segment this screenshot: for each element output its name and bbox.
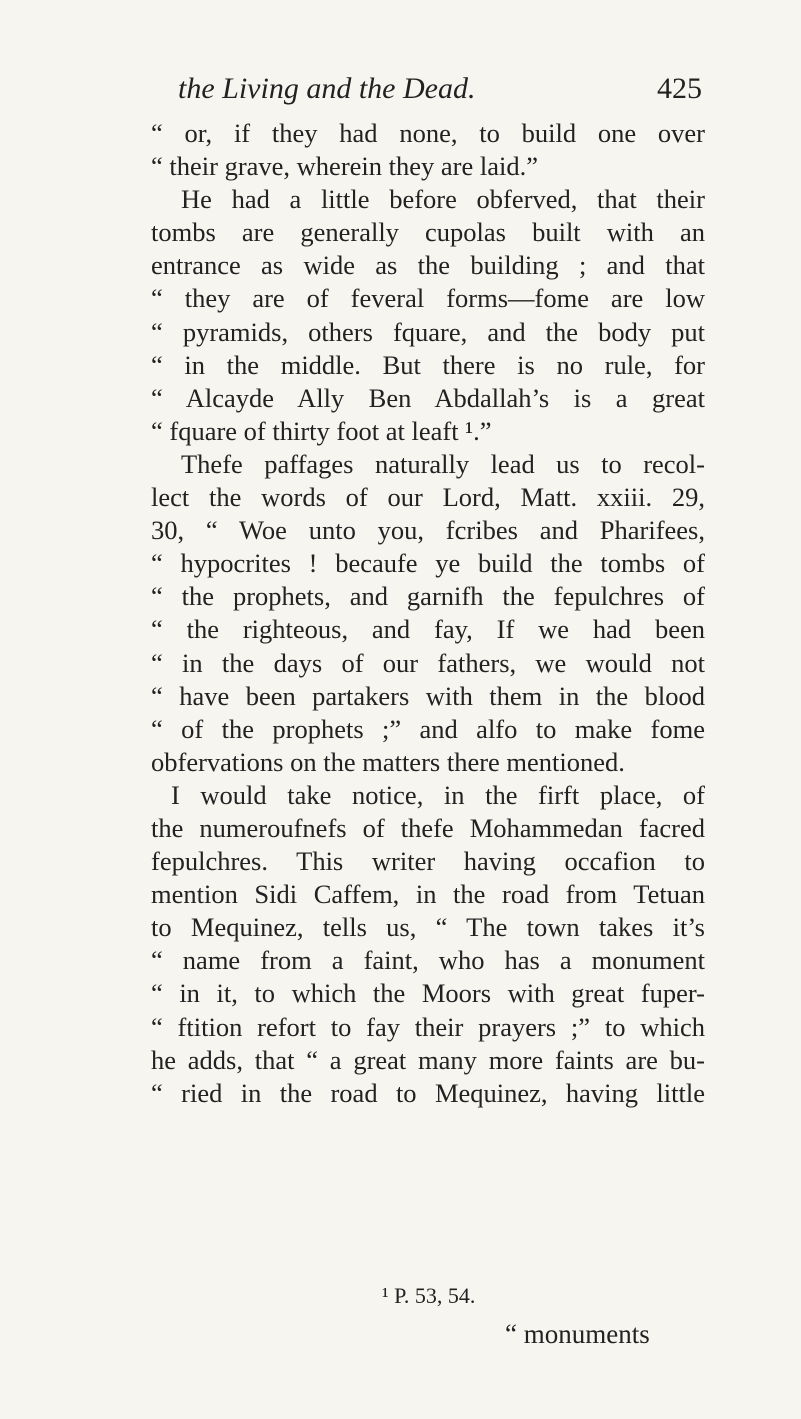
text-line: “ in it, to which the Moors with great fuper- — [151, 978, 705, 1009]
text-line: “ hypocrites ! becaufe ye build the tombs of — [151, 548, 705, 579]
text-line: “ pyramids, others fquare, and the body put — [151, 316, 705, 347]
text-line: “ have been partakers with them in the blood — [151, 680, 705, 711]
text-line: “ the prophets, and garnifh the fepulchres of — [151, 581, 705, 612]
catchword: “ monuments — [505, 1319, 650, 1349]
text-line: Thefe paffages naturally lead us to recol- — [181, 448, 705, 479]
text-line: “ Alcayde Ally Ben Abdallah’s is a great — [151, 382, 705, 413]
text-line: “ or, if they had none, to build one over — [151, 118, 705, 148]
text-line: “ their grave, wherein they are laid.” — [151, 151, 538, 182]
text-line: “ the righteous, and fay, If we had been — [151, 614, 705, 645]
text-line: tombs are generally cupolas built with an — [151, 217, 705, 248]
body-text — [151, 117, 705, 1110]
text-line: “ in the days of our fathers, we would not — [151, 647, 705, 678]
text-line: obfervations on the matters there mentioned. — [151, 746, 625, 777]
text-line: fepulchres. This writer having occafion to — [151, 846, 705, 877]
text-line: entrance as wide as the building ; and that — [151, 250, 705, 281]
page-header — [178, 72, 702, 112]
text-line: “ they are of feveral forms—fome are low — [151, 283, 705, 314]
footnote: ¹ P. 53, 54. — [382, 1283, 476, 1308]
text-line: lect the words of our Lord, Matt. xxiii. 29, — [151, 482, 705, 513]
text-line: to Mequinez, tells us, “ The town takes it’s — [151, 912, 705, 943]
text-line: 30, “ Woe unto you, fcribes and Pharifees, — [151, 515, 705, 546]
running-title: the Living and the Dead. — [178, 72, 476, 105]
text-line: “ ried in the road to Mequinez, having little — [151, 1077, 705, 1108]
text-line: He had a little before obferved, that their — [181, 184, 705, 215]
text-line: “ name from a faint, who has a monument — [151, 945, 705, 976]
text-line: the numeroufnefs of thefe Mohammedan facred — [151, 812, 705, 843]
page-number: 425 — [657, 72, 702, 105]
text-line: “ ftition refort to fay their prayers ;” to which — [151, 1011, 705, 1042]
text-line: I would take notice, in the firft place, of — [171, 779, 705, 810]
text-line: “ of the prophets ;” and alfo to make fome — [151, 713, 705, 744]
text-line: “ in the middle. But there is no rule, for — [151, 349, 705, 380]
text-line: he adds, that “ a great many more faints are bu- — [151, 1044, 705, 1075]
text-line: mention Sidi Caffem, in the road from Tetuan — [151, 879, 705, 910]
text-line: “ fquare of thirty foot at leaft ¹.” — [151, 415, 492, 446]
